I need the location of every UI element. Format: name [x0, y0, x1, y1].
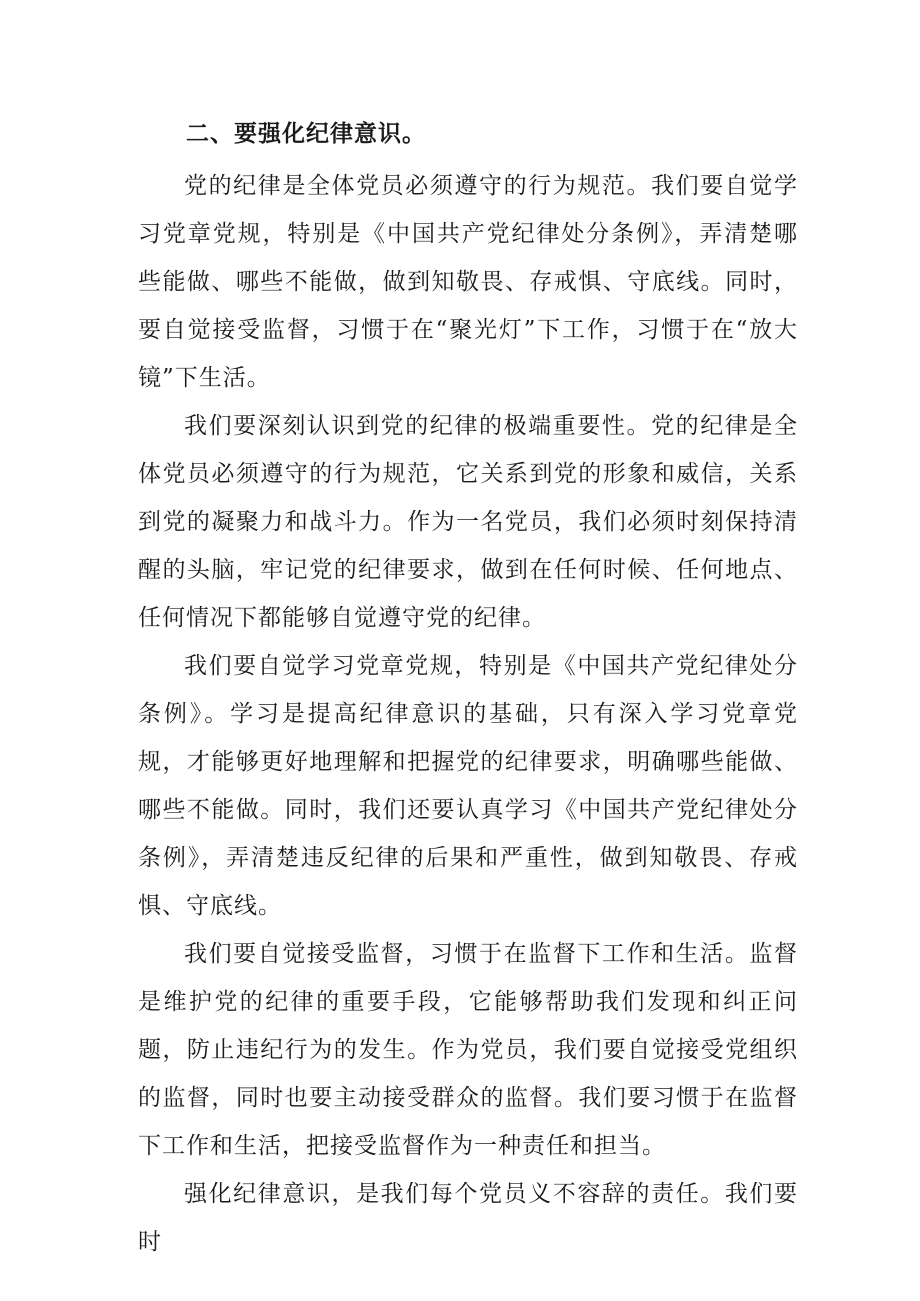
paragraph-3: 我们要自觉学习党章党规，特别是《中国共产党纪律处分条例》。学习是提高纪律意识的基础，只有深入学习党章党规，才能够更好地理解和把握党的纪律要求，明确哪些能做、哪些不能做。同时，我们还要认真学习《中国共产党纪律处分条例》，弄清楚违反纪律的后果和严重性，做到知敬畏、存戒惧、守底线。 — [138, 653, 798, 919]
section-heading: 二、要强化纪律意识。 — [186, 121, 426, 147]
paragraph-1: 党的纪律是全体党员必须遵守的行为规范。我们要自觉学习党章党规，特别是《中国共产党纪律处分条例》，弄清楚哪些能做、哪些不能做，做到知敬畏、存戒惧、守底线。同时，要自觉接受监督，习惯于在“聚光灯”下工作，习惯于在“放大镜”下生活。 — [138, 173, 798, 391]
paragraph-2: 我们要深刻认识到党的纪律的极端重要性。党的纪律是全体党员必须遵守的行为规范，它关系到党的形象和威信，关系到党的凝聚力和战斗力。作为一名党员，我们必须时刻保持清醒的头脑，牢记党的纪律要求，做到在任何时候、任何地点、任何情况下都能够自觉遵守党的纪律。 — [138, 413, 798, 631]
paragraph-4: 我们要自觉接受监督，习惯于在监督下工作和生活。监督是维护党的纪律的重要手段，它能够帮助我们发现和纠正问题，防止违纪行为的发生。作为党员，我们要自觉接受党组织的监督，同时也要主动接受群众的监督。我们要习惯于在监督下工作和生活，把接受监督作为一种责任和担当。 — [138, 941, 798, 1159]
paragraph-5: 强化纪律意识，是我们每个党员义不容辞的责任。我们要时 — [138, 1181, 798, 1255]
document-body — [138, 162, 798, 1266]
